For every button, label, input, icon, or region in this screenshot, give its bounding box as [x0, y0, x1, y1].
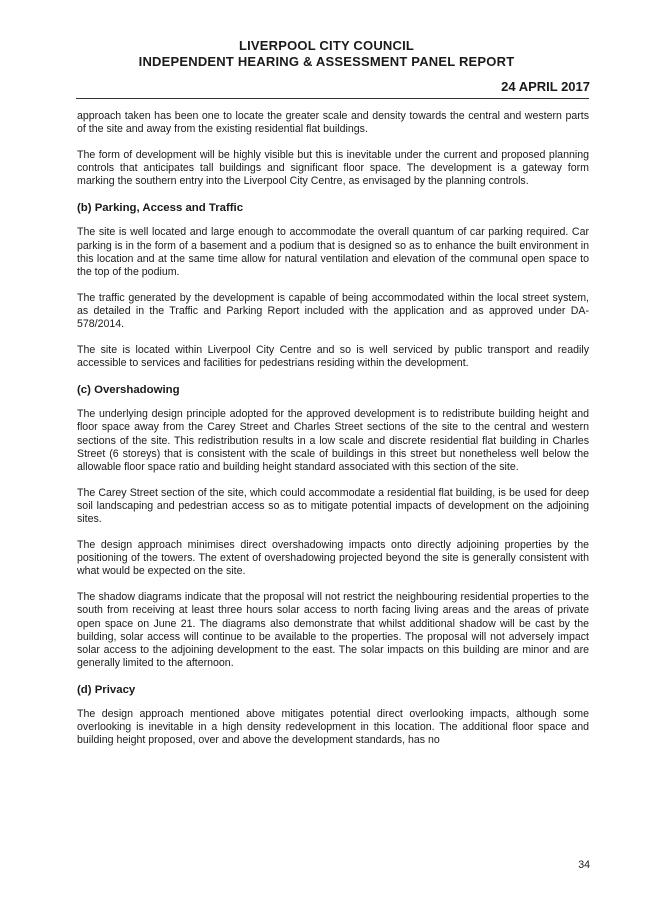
paragraph: The site is well located and large enough to accommodate the overall quantum of car parking required. Car parking is in the form of a basement and a podium that is designed so as to enhance the built environment in this location and at the same time allow for natural ventilation and elevation of the communal open space to the top of the podium. [77, 226, 589, 278]
section-heading-privacy: (d) Privacy [77, 683, 136, 696]
paragraph: The Carey Street section of the site, which could accommodate a residential flat building, is be used for deep soil landscaping and pedestrian access so as to mitigate potential impacts of development on the adjoining sites. [77, 486, 589, 525]
page-number: 34 [578, 859, 590, 871]
paragraph: The design approach mentioned above mitigates potential direct overlooking impacts, although some overlooking is inevitable in a high density redevelopment in this location. The additional floor space and building height proposed, over and above the development standards, has no [77, 707, 589, 747]
paragraph: approach taken has been one to locate the greater scale and density towards the central and western parts of the site and away from the existing residential flat buildings. [77, 110, 589, 136]
section-heading-parking: (b) Parking, Access and Traffic [77, 202, 244, 215]
paragraph: The design approach minimises direct overshadowing impacts onto directly adjoining properties by the positioning of the towers. The extent of overshadowing projected beyond the site is generally consistent with what would be expected on the site. [77, 539, 589, 578]
report-body [77, 110, 589, 760]
report-header [0, 38, 653, 70]
section-heading-overshadowing: (c) Overshadowing [77, 384, 180, 397]
report-date: 24 APRIL 2017 [501, 79, 590, 94]
council-name: LIVERPOOL CITY COUNCIL [238, 38, 415, 53]
header-divider [76, 98, 589, 99]
paragraph: The site is located within Liverpool City Centre and so is well serviced by public transport and readily accessible to services and facilities for pedestrians residing within the development. [77, 344, 589, 370]
paragraph: The underlying design principle adopted for the approved development is to redistribute building height and floor space away from the Carey Street and Charles Street sections of the site to the central and western sections of the site. This redistribution results in a low scale and discrete residential flat building in Charles Street (6 storeys) that is consistent with the scale of buildings in this street but nonetheless well below the allowable floor space ratio and building height standard associated with this section of the site. [77, 408, 589, 473]
paragraph: The traffic generated by the development is capable of being accommodated within the local street system, as detailed in the Traffic and Parking Report included with the application and as approved under DA-578/2014. [77, 291, 589, 331]
paragraph: The form of development will be highly visible but this is inevitable under the current and proposed planning controls that anticipates tall buildings and significant floor space. The development is a gateway form marking the southern entry into the Liverpool City Centre, as envisaged by the planning controls. [77, 149, 589, 188]
report-title: INDEPENDENT HEARING & ASSESSMENT PANEL REPORT [138, 54, 515, 69]
paragraph: The shadow diagrams indicate that the proposal will not restrict the neighbouring residential properties to the south from receiving at least three hours solar access to north facing living areas and the areas of private open space on June 21. The diagrams also demonstrate that whilst additional shadow will be cast by the building, solar access will continue to be available to the properties. The proposal will not adversely impact solar access to the adjoining development to the east. The solar impacts on this building are minor and are generally limited to the afternoon. [77, 591, 589, 669]
